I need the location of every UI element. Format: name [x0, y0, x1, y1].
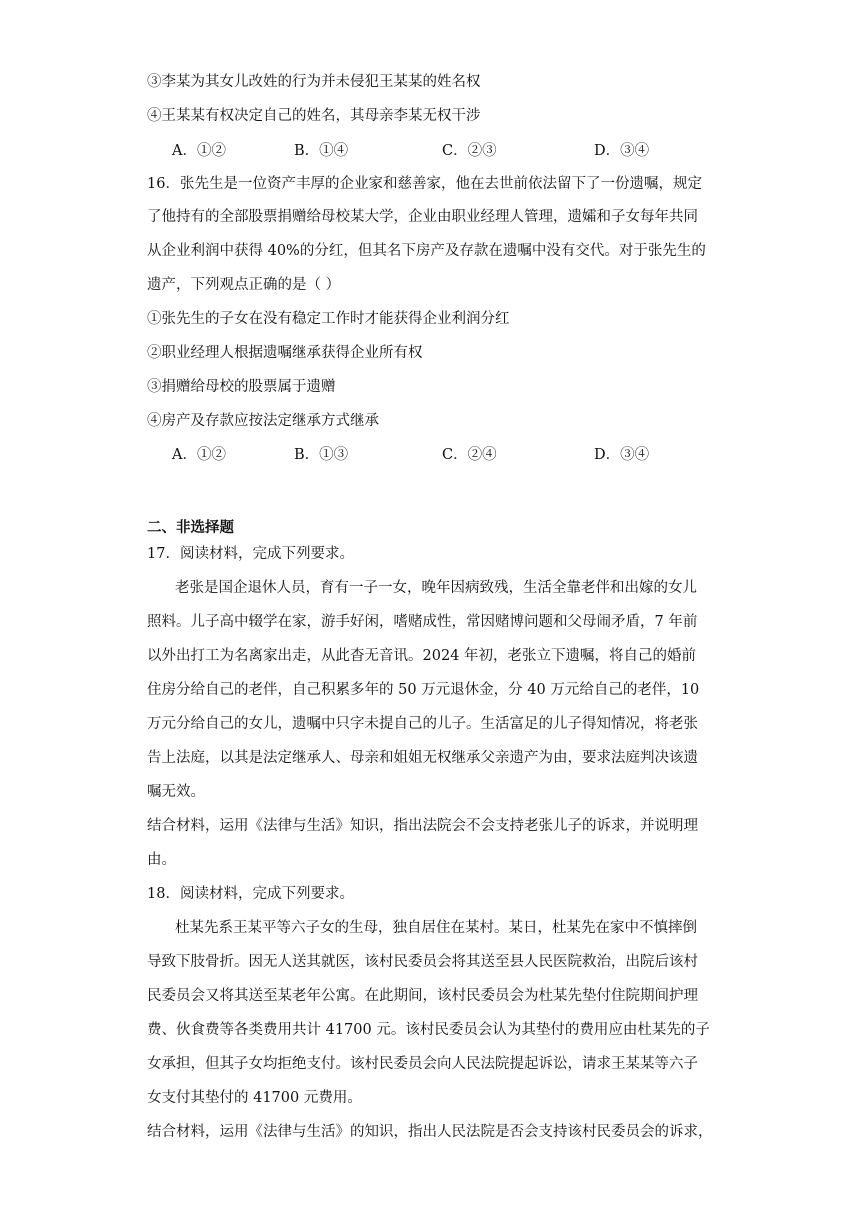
q17-intro: 17．阅读材料，完成下列要求。 [147, 546, 354, 562]
q16-option-a: A．①② [172, 447, 226, 463]
q15-option-b: B．①④ [294, 143, 349, 159]
q15-statement-3: ③李某为其女儿改姓的行为并未侵犯王某某的姓名权 [147, 74, 481, 90]
q18-material-line: 导致下肢骨折。因无人送其就医，该村民委员会将其送至县人民医院救治，出院后该村 [147, 954, 698, 970]
q16-statement: ②职业经理人根据遗嘱继承获得企业所有权 [147, 345, 423, 361]
q17-material-line: 老张是国企退休人员，育有一子一女，晚年因病致残，生活全靠老伴和出嫁的女儿 [175, 580, 697, 596]
q17-task-line: 由。 [147, 852, 176, 868]
q15-option-d: D．③④ [594, 143, 650, 159]
q16-option-b: B．①③ [294, 447, 349, 463]
q17-material-line: 住房分给自己的老伴，自己积累多年的 50 万元退休金，分 40 万元给自己的老伴，10 [147, 682, 700, 698]
q15-option-a: A．①② [172, 143, 226, 159]
q16-statement: ①张先生的子女在没有稳定工作时才能获得企业利润分红 [147, 311, 510, 327]
q16-stem-line: 16．张先生是一位资产丰厚的企业家和慈善家，他在去世前依法留下了一份遗嘱，规定 [147, 176, 702, 192]
q18-task-line: 结合材料，运用《法律与生活》的知识，指出人民法院是否会支持该村民委员会的诉求， [147, 1124, 713, 1140]
q18-material-line: 女支付其垫付的 41700 元费用。 [147, 1090, 362, 1106]
q15-statement-4: ④王某某有权决定自己的姓名，其母亲李某无权干涉 [147, 108, 481, 124]
q16-option-d: D．③④ [594, 447, 650, 463]
q15-option-c: C．②③ [442, 143, 497, 159]
q16-statement: ③捐赠给母校的股票属于遗赠 [147, 379, 336, 395]
q16-statement: ④房产及存款应按法定继承方式继承 [147, 413, 379, 429]
q17-material-line: 万元分给自己的女儿，遗嘱中只字未提自己的儿子。生活富足的儿子得知情况，将老张 [147, 716, 698, 732]
q17-material-line: 告上法庭，以其是法定继承人、母亲和姐姐无权继承父亲遗产为由，要求法庭判决该遗 [147, 750, 698, 766]
q18-material-line: 杜某先系王某平等六子女的生母，独自居住在某村。某日，杜某先在家中不慎摔倒 [175, 920, 697, 936]
q18-material-line: 费、伙食费等各类费用共计 41700 元。该村民委员会认为其垫付的费用应由杜某先的子 [147, 1022, 710, 1038]
q17-material-line: 嘱无效。 [147, 784, 205, 800]
q17-material-line: 以外出打工为名离家出走，从此杳无音讯。2024 年初，老张立下遗嘱，将自己的婚前 [147, 648, 697, 664]
q17-material-line: 照料。儿子高中辍学在家，游手好闲，嗜赌成性，常因赌博问题和父母闹矛盾，7 年前 [147, 614, 698, 630]
q18-material-line: 民委员会又将其送至某老年公寓。在此期间，该村民委员会为杜某先垫付住院期间护理 [147, 988, 698, 1004]
q18-material-line: 女承担，但其子女均拒绝支付。该村民委员会向人民法院提起诉讼，请求王某某等六子 [147, 1056, 698, 1072]
q16-stem-line: 了他持有的全部股票捐赠给母校某大学，企业由职业经理人管理，遗孀和子女每年共同 [147, 209, 698, 225]
q18-intro: 18．阅读材料，完成下列要求。 [147, 886, 354, 902]
section-heading: 二、非选择题 [147, 519, 234, 536]
q16-stem-line: 从企业利润中获得 40%的分红，但其名下房产及存款在遗嘱中没有交代。对于张先生的 [147, 243, 706, 259]
q16-stem-line: 遗产，下列观点正确的是（ ） [147, 277, 341, 293]
q16-option-c: C．②④ [442, 447, 497, 463]
q17-task-line: 结合材料，运用《法律与生活》知识，指出法院会不会支持老张儿子的诉求，并说明理 [147, 818, 698, 834]
